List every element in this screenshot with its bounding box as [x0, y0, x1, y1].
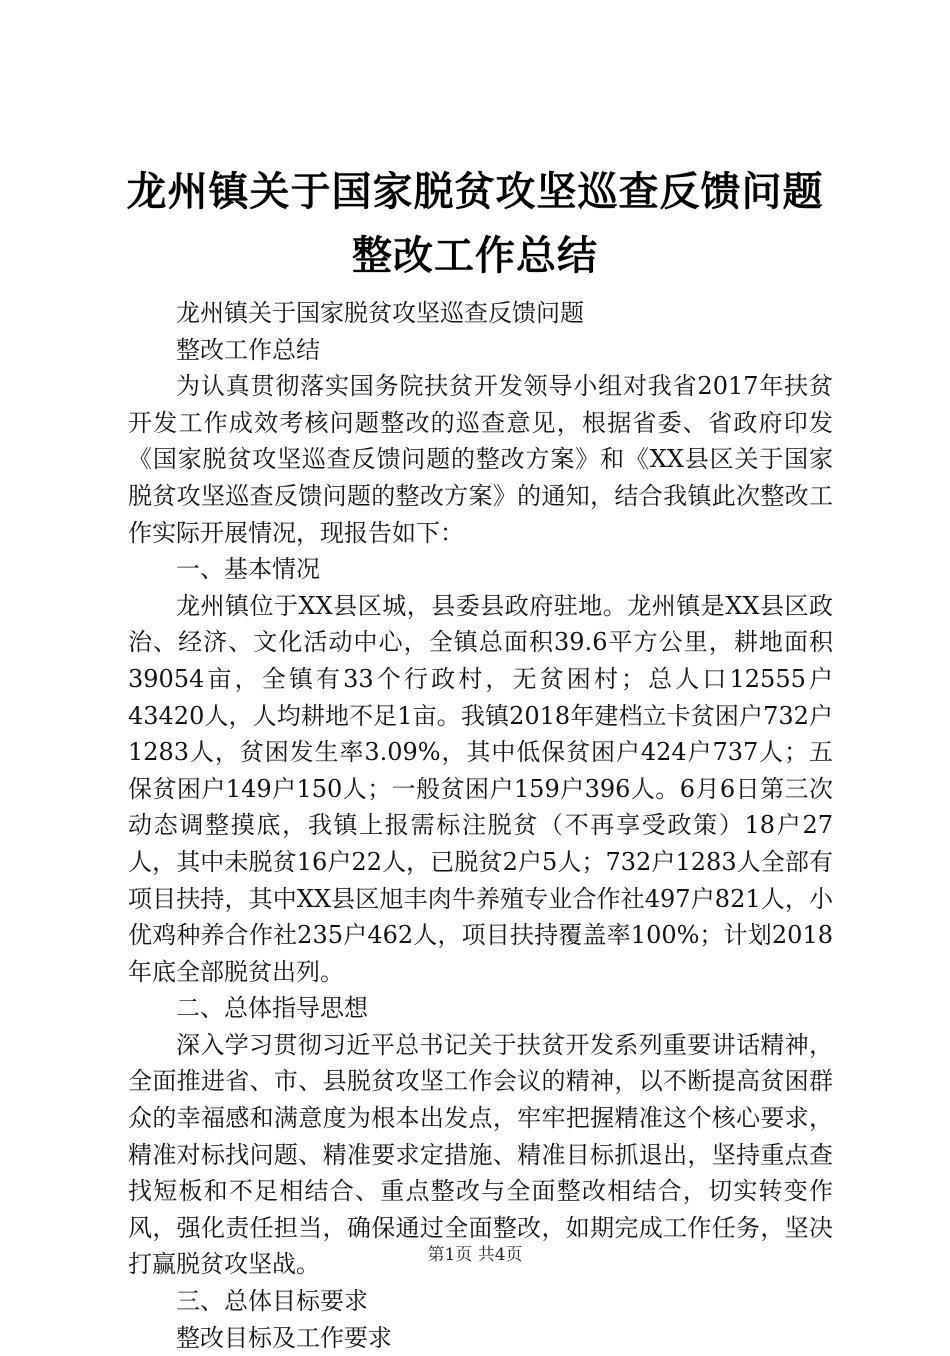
- goals-subheading: 整改目标及工作要求: [176, 1323, 392, 1352]
- subtitle-line-2: 整改工作总结: [176, 335, 320, 364]
- document-title: 龙州镇关于国家脱贫攻坚巡查反馈问题整改工作总结: [126, 169, 824, 279]
- document-body: [128, 295, 833, 1356]
- section-heading-guiding: 二、总体指导思想: [176, 994, 368, 1023]
- guiding-thought-paragraph: 深入学习贯彻习近平总书记关于扶贫开发系列重要讲话精神，全面推进省、市、县脱贫攻坚工作会议的精神，以不断提高贫困群众的幸福感和满意度为根本出发点，牢牢把握精准这个核心要求，精准对标找问题、精准要求定措施、精准目标抓退出，坚持重点查找短板和不足相结合、重点整改与全面整改相结合，切实转变作风，强化责任担当，确保通过全面整改，如期完成工作任务，坚决打赢脱贫攻坚战。: [128, 1030, 833, 1279]
- section-heading-basic: 一、基本情况: [176, 555, 320, 584]
- section-heading-goals: 三、总体目标要求: [176, 1287, 368, 1316]
- intro-paragraph: 为认真贯彻落实国务院扶贫开发领导小组对我省2017年扶贫开发工作成效考核问题整改的巡查意见，根据省委、省政府印发《国家脱贫攻坚巡查反馈问题的整改方案》和《XX县区关于国家脱贫攻坚巡查反馈问题的整改方案》的通知，结合我镇此次整改工作实际开展情况，现报告如下：: [128, 372, 833, 547]
- subtitle-line-1: 龙州镇关于国家脱贫攻坚巡查反馈问题: [176, 299, 584, 327]
- basic-situation-paragraph: 龙州镇位于XX县区城，县委县政府驻地。龙州镇是XX县区政治、经济、文化活动中心，全镇总面积39.6平方公里，耕地面积39054亩，全镇有33个行政村，无贫困村；总人口12555户43420人，人均耕地不足1亩。我镇2018年建档立卡贫困户732户1283人，贫困发生率3.09%，其中低保贫困户424户737人；五保贫困户149户150人；一般贫困户159户396人。6月6日第三次动态调整摸底，我镇上报需标注脱贫（不再享受政策）18户27人，其中未脱贫16户22人，已脱贫2户5人；732户1283人全部有项目扶持，其中XX县区旭丰肉牛养殖专业合作社497户821人，小优鸡种养合作社235户462人，项目扶持覆盖率100%；计划2018年底全部脱贫出列。: [128, 591, 833, 986]
- page-footer: 第1页 共4页: [427, 1245, 523, 1265]
